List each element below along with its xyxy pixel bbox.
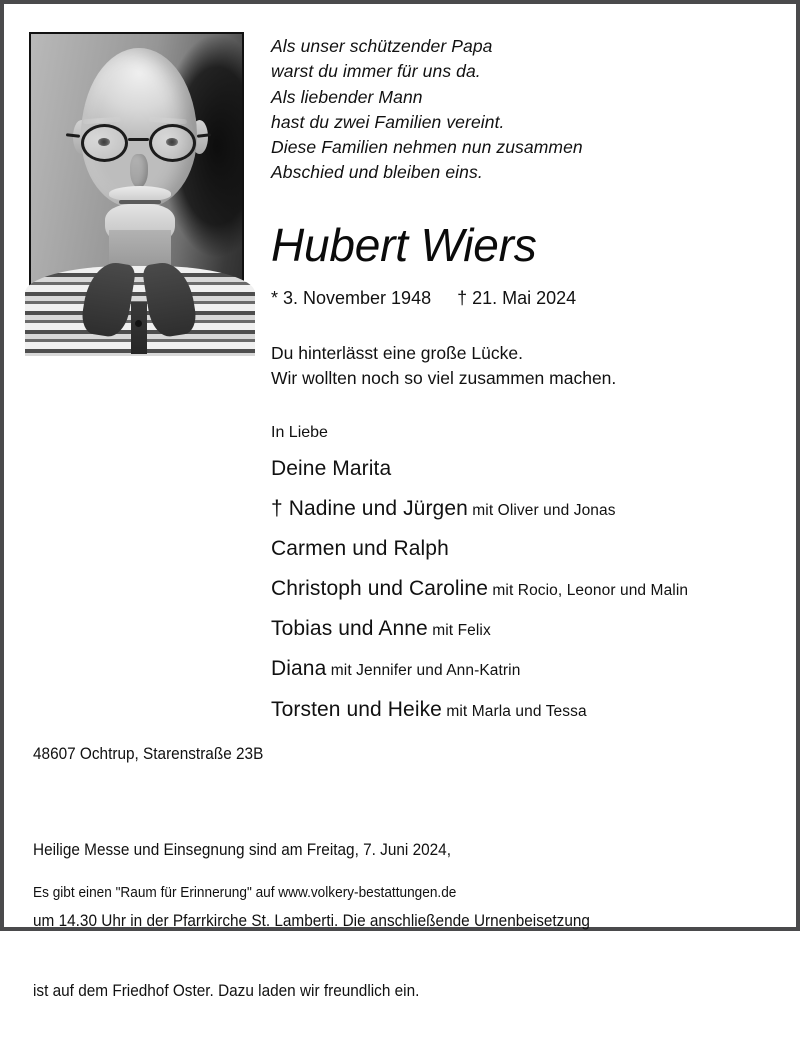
poem-line: Abschied und bleiben eins.: [271, 162, 483, 183]
family-list: [271, 457, 771, 722]
eye-left: [98, 138, 110, 146]
eye-right: [166, 138, 178, 146]
nose: [130, 154, 148, 188]
text-column: [271, 34, 771, 722]
poem-line: Diese Familien nehmen nun zusammen: [271, 137, 583, 158]
poem-line: Als liebender Mann: [271, 86, 423, 107]
family-main-names: Christoph und Caroline: [271, 577, 488, 601]
service-line: Heilige Messe und Einsegnung sind am Freitag, 7. Juni 2024,: [33, 841, 451, 859]
family-row: [271, 457, 771, 481]
moustache: [109, 186, 171, 201]
family-main-names: Diana: [271, 657, 327, 681]
family-row: [271, 577, 771, 601]
address-line: 48607 Ochtrup, Starenstraße 23B: [33, 745, 264, 763]
closing-phrase: In Liebe: [271, 423, 328, 441]
family-with-names: mit Oliver und Jonas: [467, 501, 616, 519]
death-date: † 21. Mai 2024: [457, 287, 577, 308]
family-main-names: Tobias und Anne: [271, 617, 428, 641]
deceased-name: Hubert Wiers: [271, 218, 537, 271]
family-with-names: mit Rocio, Leonor und Malin: [488, 582, 689, 600]
family-row: [271, 617, 771, 641]
glasses-temple-left: [66, 133, 80, 137]
life-dates: [271, 288, 771, 309]
family-with-names: mit Felix: [427, 622, 491, 640]
family-main-names: Deine Marita: [271, 456, 392, 480]
family-row: [271, 537, 771, 561]
portrait-image: [31, 34, 242, 345]
family-with-names: mit Jennifer und Ann-Katrin: [326, 662, 521, 680]
poem-line: Als unser schützender Papa: [271, 36, 493, 56]
birth-date: * 3. November 1948: [271, 287, 432, 308]
family-main-names: Carmen und Ralph: [271, 537, 449, 561]
poem-line: warst du immer für uns da.: [271, 61, 481, 82]
family-main-names: Torsten und Heike: [271, 697, 442, 721]
service-line: um 14.30 Uhr in der Pfarrkirche St. Lamberti. Die anschließende Urnenbeisetzung: [33, 911, 590, 930]
family-main-names: † Nadine und Jürgen: [271, 496, 468, 520]
shirt-button: [135, 320, 142, 327]
memorial-room-note: Es gibt einen "Raum für Erinnerung" auf www.volkery-bestattungen.de: [33, 885, 457, 901]
family-row: [271, 497, 771, 521]
memorial-poem: [271, 34, 771, 186]
message-line: Wir wollten noch so viel zusammen machen.: [271, 368, 617, 389]
service-line: ist auf dem Friedhof Oster. Dazu laden wir freundlich ein.: [33, 982, 420, 1000]
shirt-placket: [131, 302, 147, 354]
family-row: [271, 657, 771, 681]
farewell-message: [271, 341, 771, 392]
poem-line: hast du zwei Familien vereint.: [271, 111, 505, 132]
family-with-names: mit Marla und Tessa: [441, 702, 587, 720]
portrait-photo: [29, 32, 244, 347]
service-details: [33, 792, 590, 1051]
family-row: [271, 698, 771, 722]
glasses-bridge: [128, 138, 149, 141]
message-line: Du hinterlässt eine große Lücke.: [271, 342, 523, 363]
